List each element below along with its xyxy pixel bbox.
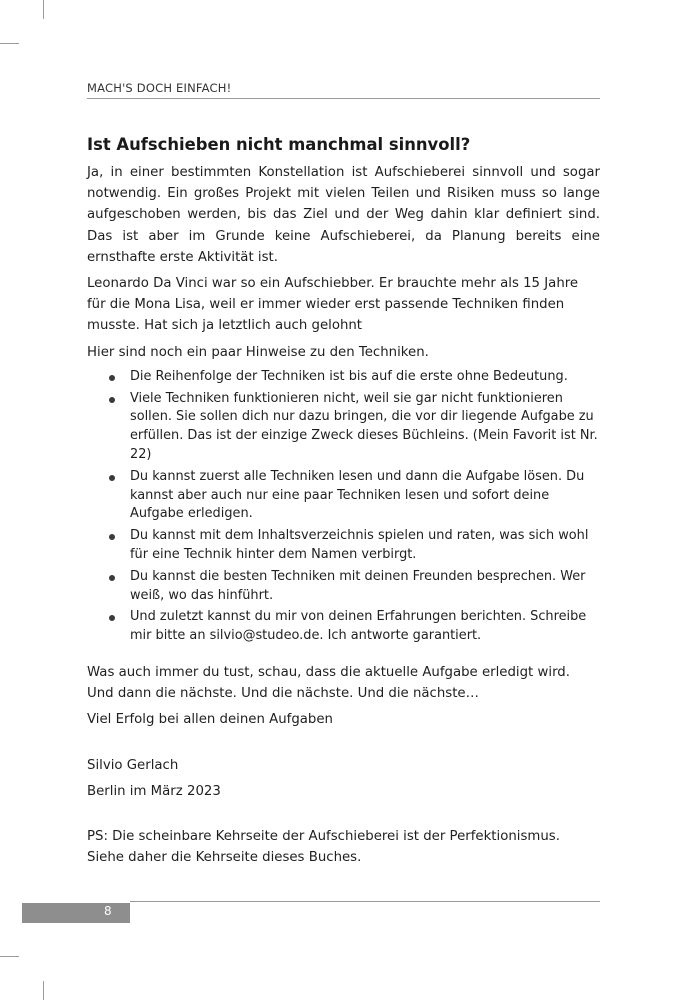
author-name: Silvio Gerlach — [87, 757, 179, 773]
crop-mark-top-vertical — [43, 0, 44, 19]
section-heading: Ist Aufschieben nicht manchmal sinnvoll? — [87, 135, 471, 154]
postscript: PS: Die scheinbare Kehrseite der Aufschieberei ist der Perfektionismus. Siehe daher die Kehrseite dieses Buches. — [87, 829, 560, 866]
list-item: Du kannst die besten Techniken mit deinen Freunden besprechen. Wer weiß, wo das hinführt. — [130, 568, 600, 606]
list-item: Du kannst zuerst alle Techniken lesen und dann die Aufgabe lösen. Du kannst aber auch nur eine paar Techniken lesen und sofort deine Aufgabe erledigen. — [130, 468, 600, 524]
paragraph-da-vinci: Leonardo Da Vinci war so ein Aufschiebber. Er brauchte mehr als 15 Jahre für die Mona Lisa, weil er immer wieder erst passende Techniken finden musste. Hat sich ja letztlich auch gelohnt — [87, 276, 579, 334]
crop-mark-bottom-vertical — [43, 981, 44, 1000]
page-number: 8 — [104, 904, 112, 918]
list-item: Du kannst mit dem Inhaltsverzeichnis spielen und raten, was sich wohl für eine Technik hinter dem Namen verbirgt. — [130, 527, 600, 565]
hints-list — [87, 368, 600, 646]
footer-bar — [22, 903, 130, 923]
list-item: Die Reihenfolge der Techniken ist bis auf die erste ohne Bedeutung. — [130, 368, 600, 387]
list-item: Und zuletzt kannst du mir von deinen Erfahrungen berichten. Schreibe mir bitte an silvio@studeo.de. Ich antworte garantiert. — [130, 608, 600, 646]
place-date: Berlin im März 2023 — [87, 783, 221, 799]
paragraph-intro: Ja, in einer bestimmten Konstellation ist Aufschieberei sinnvoll und sogar notwendig. Ein großes Projekt mit vielen Teilen und Risiken muss so lange aufgeschoben werden, bis das Ziel und der Weg dahin klar definiert sind. Das ist aber im Grunde keine Aufschieberei, da Planung bereits eine ernsthafte erste Aktivität ist. — [87, 165, 600, 265]
paragraph-hints-intro: Hier sind noch ein paar Hinweise zu den Techniken. — [87, 344, 429, 360]
crop-mark-top-horizontal — [0, 43, 19, 44]
crop-mark-bottom-horizontal — [0, 956, 19, 957]
list-item: Viele Techniken funktionieren nicht, weil sie gar nicht funktionieren sollen. Sie sollen dich nur dazu bringen, die vor dir liegende Aufgabe zu erfüllen. Das ist der einzige Zweck dieses Büchleins. (Mein Favorit ist Nr. 22) — [130, 390, 600, 465]
header-divider — [87, 98, 600, 99]
paragraph-closing: Was auch immer du tust, schau, dass die aktuelle Aufgabe erledigt wird. Und dann die nächste. Und die nächste. Und die nächste… — [87, 664, 570, 702]
footer-divider — [130, 901, 600, 902]
page-body — [87, 133, 600, 873]
paragraph-wish: Viel Erfolg bei allen deinen Aufgaben — [87, 712, 333, 728]
running-header: MACH'S DOCH EINFACH! — [87, 81, 232, 95]
